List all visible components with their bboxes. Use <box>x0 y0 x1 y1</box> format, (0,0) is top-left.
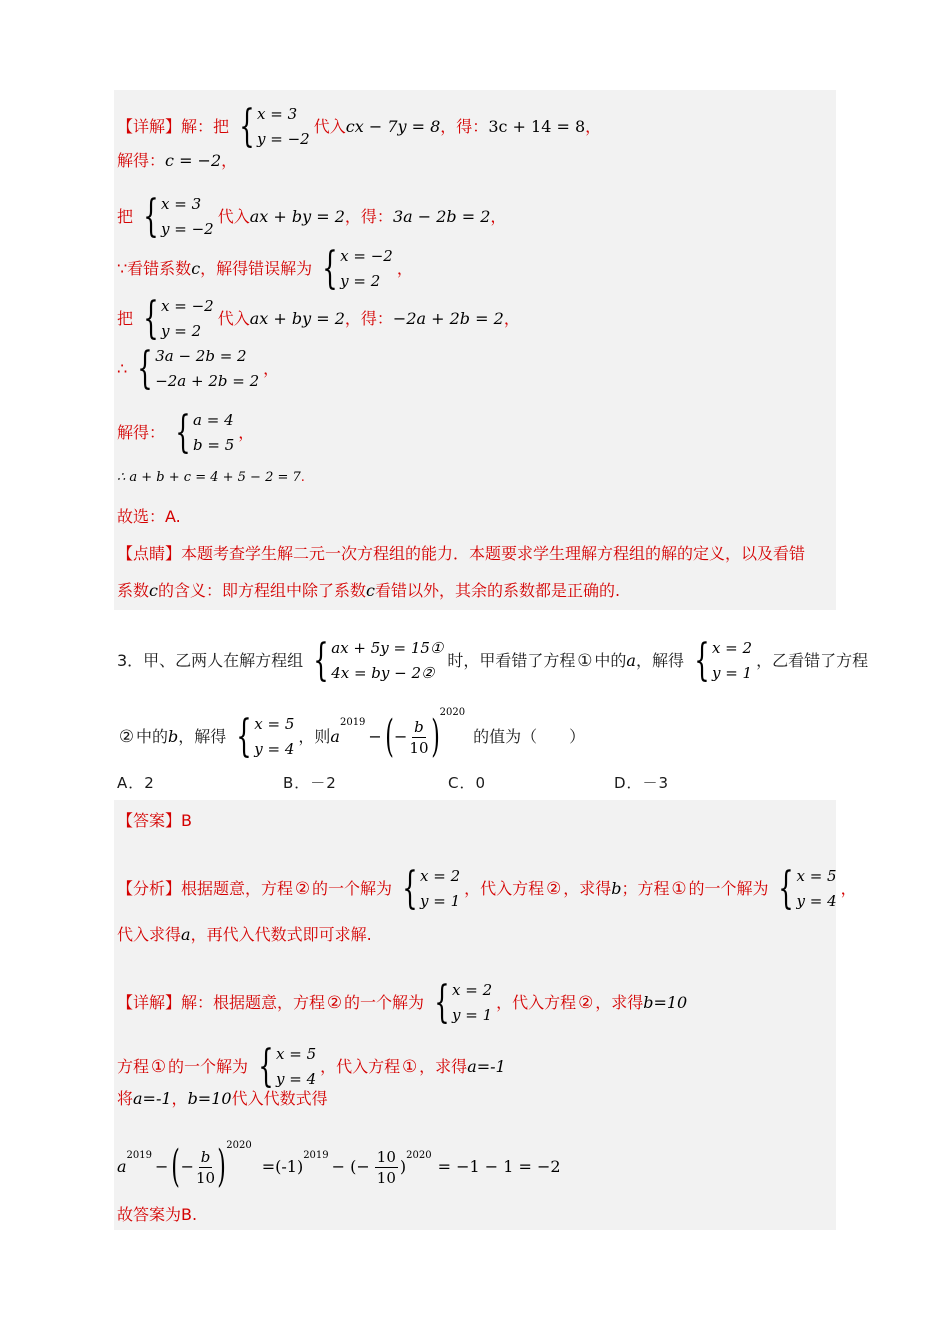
option-c[interactable]: C．0 <box>448 774 487 792</box>
fraction: $\frac{b}{10}$ <box>195 1147 216 1187</box>
answer-line: 【答案】B <box>117 811 192 830</box>
solve-c-line: 解得： c = −2 ， <box>117 151 238 170</box>
question-3-line-1: 3．甲、乙两人在解方程组 { ax + 5y = 15① 4x = by − 2② 时，甲看错了方程 ① 中的 a ，解得 { x = 2 y = 1 ，乙看错了方程 <box>117 635 869 686</box>
point-tag: 【点睛】 <box>117 544 182 563</box>
equation-system: { a = 4 b = 5 <box>175 407 235 458</box>
detail-q3-line-2: 方程 ① 的一个解为 { x = 5 y = 4 ，代入方程 ① ，求得 a=-1 <box>117 1041 506 1092</box>
choose-line: 故选：A. <box>117 507 181 526</box>
equation-system: { x = 5 y = 4 <box>258 1041 317 1092</box>
equation-system: { 3a − 2b = 2 −2a + 2b = 2 <box>137 343 260 394</box>
equation-system: { x = 3 y = −2 <box>239 101 310 152</box>
equation-system: { x = 5 y = 4 <box>236 711 295 762</box>
equation: cx − 7y = 8 <box>345 117 441 136</box>
equation-system: { ax + 5y = 15① 4x = by − 2② <box>313 635 444 686</box>
equation: −2a + 2b = 2 <box>392 309 504 328</box>
fraction: $\frac{b}{10}$ <box>409 717 429 757</box>
question-3-line-2: ② 中的 b ，解得 { x = 5 y = 4 ，则 a $^{2019}$ − ( − $\frac{b}{10}$ ) $^{2020}$ 的值为（ ） <box>118 707 586 762</box>
option-a[interactable]: A．2 <box>117 774 155 792</box>
equation-system: { x = 2 y = 1 <box>402 863 461 914</box>
expression: a <box>330 727 340 746</box>
analysis-tag: 【分析】 <box>117 879 182 898</box>
equation: 3c + 14 = 8 <box>488 117 586 136</box>
detail-q3-line-1: 【详解】 解：根据题意，方程 ② 的一个解为 { x = 2 y = 1 ，代入方程 ② ，求得 b=10 <box>117 977 688 1028</box>
wrong-coefficient-line: ∵看错系数 c ，解得错误解为 { x = −2 y = 2 ， <box>117 243 413 294</box>
equation: c = −2 <box>165 151 222 170</box>
point-line-1: 【点睛】 本题考查学生解二元一次方程组的能力．本题要求学生理解方程组的解的定义，以及看错 <box>117 544 806 563</box>
fraction: $\frac{10}{10}$ <box>376 1147 396 1187</box>
detail-text: 解：把 <box>181 117 230 136</box>
detail-tag: 【详解】 <box>117 117 182 136</box>
equation-system: { x = −2 y = 2 <box>322 243 393 294</box>
equation-system: { x = 2 y = 1 <box>694 635 753 686</box>
equation-system: { x = 5 y = 4 <box>778 863 837 914</box>
analysis-line-1: 【分析】 根据题意，方程 ② 的一个解为 { x = 2 y = 1 ，代入方程 ② ，求得 b ；方程 ① 的一个解为 { x = 5 y = 4 ， <box>117 863 857 914</box>
equation-system: { x = 2 y = 1 <box>434 977 493 1028</box>
detail-tag: 【详解】 <box>117 993 182 1012</box>
equation: ∴ a + b + c = 4 + 5 − 2 = 7 <box>117 470 301 485</box>
combined-system-line: ∴ { 3a − 2b = 2 −2a + 2b = 2 ， <box>117 343 280 394</box>
calculation-line: a $^{2019}$ − ( − $\frac{b}{10}$ ) $^{2020}$ =(-1) $^{2019}$ − (− $\frac{10}{10}$ ) $^{2020}$ = −1 − 1 = −2 <box>117 1140 561 1192</box>
option-b[interactable]: B．－2 <box>283 774 337 792</box>
solve-ab-line: 解得： { a = 4 b = 5 ， <box>117 407 255 458</box>
equation: ax + by = 2 <box>249 207 345 226</box>
substitute-line-1: 把 { x = 3 y = −2 代入 ax + by = 2 ，得： 3a − 2b = 2 ， <box>117 191 507 242</box>
equation-system: { x = 3 y = −2 <box>143 191 214 242</box>
detail-q3-line-3: 将 a=-1 ， b=10 代入代数式得 <box>117 1089 328 1108</box>
option-d[interactable]: D．－3 <box>614 774 670 792</box>
detail-line-1: 【详解】 解：把 { x = 3 y = −2 代入 cx − 7y = 8 ，得： 3c + 14 = 8 ， <box>117 101 602 152</box>
equation: ax + by = 2 <box>249 309 345 328</box>
point-line-2: 系数 c 的含义：即方程组中除了系数 c 看错以外，其余的系数都是正确的. <box>117 581 621 600</box>
analysis-line-2: 代入求得 a ，再代入代数式即可求解. <box>117 925 372 944</box>
equation: 3a − 2b = 2 <box>392 207 491 226</box>
substitute-line-2: 把 { x = −2 y = 2 代入 ax + by = 2 ，得： −2a + 2b = 2 ， <box>117 293 520 344</box>
question-number: 3．甲、乙两人在解方程组 <box>117 651 304 670</box>
final-answer-line: 故答案为B. <box>117 1205 198 1224</box>
sum-line: ∴ a + b + c = 4 + 5 − 2 = 7 . <box>117 467 305 489</box>
equation-system: { x = −2 y = 2 <box>143 293 214 344</box>
